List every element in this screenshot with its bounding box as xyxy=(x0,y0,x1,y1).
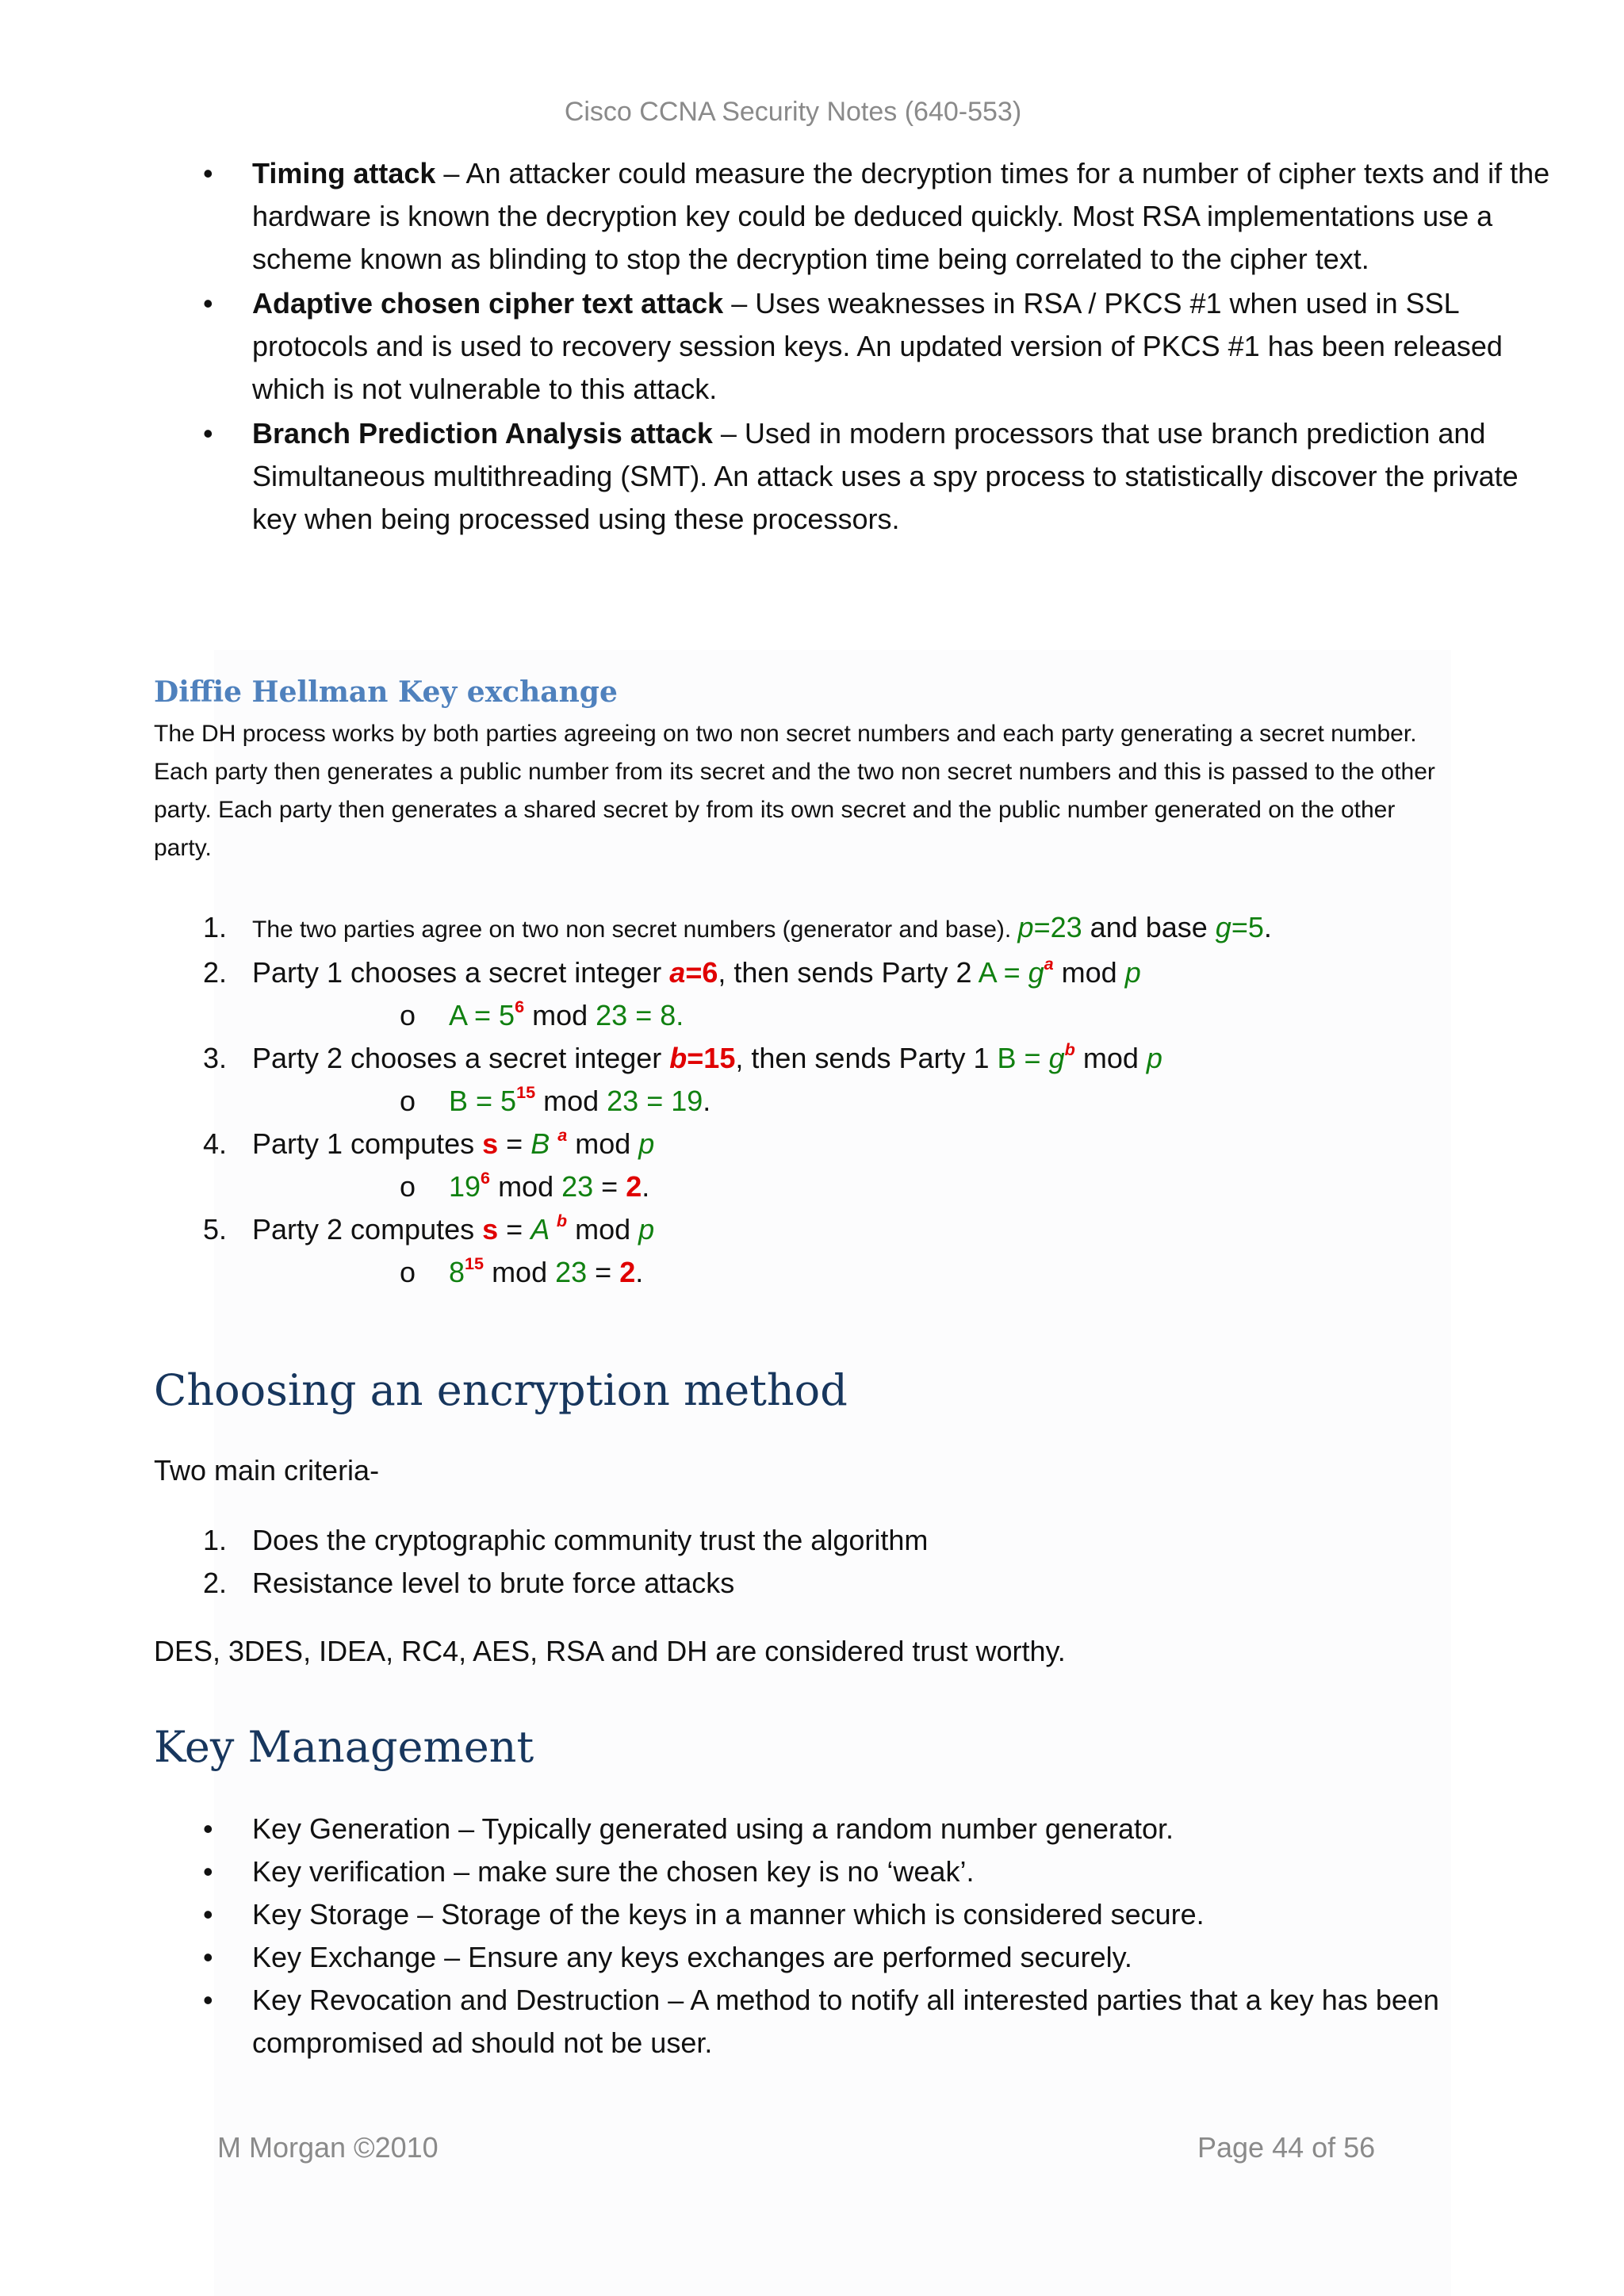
attack-term: Branch Prediction Analysis attack xyxy=(252,417,713,450)
bullet-marker: • xyxy=(203,157,213,189)
step-text: mod xyxy=(1074,1042,1147,1074)
keymgmt-text: Key Generation – Typically generated using a random number generator. xyxy=(252,1812,1174,1845)
var-p: p xyxy=(638,1127,655,1160)
calc: 23 xyxy=(607,1085,639,1117)
step-number: 2. xyxy=(203,1567,228,1599)
dh-heading: Diffie Hellman Key exchange xyxy=(154,675,618,709)
keymgmt-text: Key verification – make sure the chosen key is no ‘weak’. xyxy=(252,1855,975,1888)
step-text: Party 1 chooses a secret integer xyxy=(252,956,670,989)
step-number: 1. xyxy=(203,1524,228,1556)
dh-step-2 xyxy=(154,951,1272,1037)
g-value: =5 xyxy=(1231,911,1264,943)
bullet-marker: • xyxy=(203,1941,213,1973)
var-A: A xyxy=(530,1213,557,1246)
bullet-marker: • xyxy=(203,1812,213,1845)
trust-note: DES, 3DES, IDEA, RC4, AES, RSA and DH are considered trust worthy. xyxy=(154,1635,1066,1667)
exponent: b xyxy=(1064,1039,1075,1059)
calc: . xyxy=(635,1256,644,1288)
step-number: 4. xyxy=(203,1127,228,1160)
calc: 8 xyxy=(449,1256,465,1288)
step-text: . xyxy=(1263,911,1272,943)
list-item xyxy=(154,1808,1568,1850)
keymgmt-text: Key Exchange – Ensure any keys exchanges are performed securely. xyxy=(252,1941,1132,1973)
dh-step-1 xyxy=(154,906,1272,951)
attack-desc: – Uses weaknesses in RSA / PKCS #1 when used in SSL protocols and is used to recovery session keys. An updated version of PKCS #1 has been released which is not vulnerable to this attack. xyxy=(252,287,1503,405)
list-item xyxy=(154,1979,1568,2064)
step-number: 1. xyxy=(203,911,228,943)
calc: 23 xyxy=(561,1170,594,1203)
list-item xyxy=(154,282,1568,411)
attack-desc: – Used in modern processors that use branch prediction and Simultaneous multithreading (SMT). An attack uses a spy process to statistically discover the private key when being processed using these processors. xyxy=(252,417,1519,535)
step-text: , then sends Party 2 xyxy=(718,956,979,989)
a-value: =6 xyxy=(685,956,718,989)
criteria-list xyxy=(154,1519,928,1605)
p-value: =23 xyxy=(1033,911,1082,943)
calc-result: 2 xyxy=(619,1256,636,1288)
dh-step-3 xyxy=(154,1037,1272,1123)
step-text: Party 2 computes xyxy=(252,1213,483,1246)
exponent: b xyxy=(556,1210,568,1230)
calc: A = 5 xyxy=(449,999,515,1031)
var-a: a xyxy=(669,956,686,989)
calc: 19 xyxy=(449,1170,481,1203)
calc: mod xyxy=(524,999,596,1031)
list-item xyxy=(154,1562,928,1605)
calc: = xyxy=(627,999,661,1031)
list-item xyxy=(154,1936,1568,1979)
var-g: g xyxy=(1028,956,1044,989)
var-b: b xyxy=(669,1042,688,1074)
criteria-text: Does the cryptographic community trust the algorithm xyxy=(252,1524,929,1556)
bullet-marker: • xyxy=(203,1984,213,2016)
attack-term: Timing attack xyxy=(252,157,436,189)
step-number: 3. xyxy=(203,1042,228,1074)
sub-bullet: o xyxy=(400,1085,416,1117)
calc-result: 19 xyxy=(671,1085,703,1117)
var-B: B = xyxy=(997,1042,1049,1074)
var-s: s xyxy=(482,1213,499,1246)
exponent: a xyxy=(1044,953,1054,974)
step-text: Party 1 computes xyxy=(252,1127,483,1160)
sub-bullet: o xyxy=(400,1170,416,1203)
calc: . xyxy=(642,1170,650,1203)
bullet-marker: • xyxy=(203,287,213,320)
step-number: 5. xyxy=(203,1213,228,1246)
list-item xyxy=(154,1519,928,1562)
exponent: 15 xyxy=(516,1081,536,1102)
var-s: s xyxy=(482,1127,499,1160)
step-text: mod xyxy=(1053,956,1125,989)
step-number: 2. xyxy=(203,956,228,989)
var-g: g xyxy=(1215,911,1231,943)
var-p: p xyxy=(1017,911,1034,943)
attack-desc: – An attacker could measure the decryption times for a number of cipher texts and if the hardware is known the decryption key could be deduced quickly. Most RSA implementations use a scheme known as blinding to stop the decryption time being correlated to the cipher text. xyxy=(252,157,1550,275)
step-text: The two parties agree on two non secret numbers (generator and base). xyxy=(252,916,1018,943)
criteria-text: Resistance level to brute force attacks xyxy=(252,1567,735,1599)
var-p: p xyxy=(1146,1042,1162,1074)
bullet-marker: • xyxy=(203,1898,213,1931)
keymgmt-text: Key Storage – Storage of the keys in a manner which is considered secure. xyxy=(252,1898,1205,1931)
keymgmt-text: Key Revocation and Destruction – A method to notify all interested parties that a key has been compromised ad should not be user. xyxy=(252,1984,1439,2059)
footer-page-number: Page 44 of 56 xyxy=(1197,2131,1376,2164)
step-text: = xyxy=(498,1213,531,1246)
exponent: 15 xyxy=(465,1253,485,1273)
calc: mod xyxy=(535,1085,607,1117)
calc: = xyxy=(638,1085,672,1117)
var-p: p xyxy=(1124,956,1141,989)
exponent: a xyxy=(557,1124,568,1145)
calc-result: 8 xyxy=(660,999,676,1031)
calc: 23 xyxy=(555,1256,588,1288)
step-text: Party 2 chooses a secret integer xyxy=(252,1042,670,1074)
step-text: and base xyxy=(1082,911,1216,943)
encryption-intro: Two main criteria- xyxy=(154,1454,380,1487)
sub-bullet: o xyxy=(400,1256,416,1288)
encryption-heading: Choosing an encryption method xyxy=(154,1365,848,1415)
var-p: p xyxy=(638,1213,655,1246)
exponent: 6 xyxy=(515,996,525,1016)
step-text: mod xyxy=(567,1213,639,1246)
attack-term: Adaptive chosen cipher text attack xyxy=(252,287,724,320)
b-value: =15 xyxy=(687,1042,736,1074)
exponent: 6 xyxy=(481,1167,491,1188)
dh-step-5 xyxy=(154,1208,1272,1294)
attack-list xyxy=(154,152,1568,541)
footer-author: M Morgan ©2010 xyxy=(217,2131,439,2164)
dh-substep xyxy=(252,994,1272,1037)
var-A: A = xyxy=(978,956,1028,989)
keymgmt-heading: Key Management xyxy=(154,1722,534,1772)
var-g: g xyxy=(1048,1042,1065,1074)
list-item xyxy=(154,412,1568,541)
calc: mod xyxy=(490,1170,562,1203)
calc: B = 5 xyxy=(449,1085,517,1117)
calc-result: 2 xyxy=(626,1170,642,1203)
var-B: B xyxy=(530,1127,558,1160)
dh-steps xyxy=(154,906,1272,1294)
running-header: Cisco CCNA Security Notes (640-553) xyxy=(564,97,1022,127)
bullet-marker: • xyxy=(203,417,213,450)
step-text: = xyxy=(498,1127,531,1160)
calc: mod xyxy=(484,1256,556,1288)
calc: . xyxy=(703,1085,711,1117)
dh-substep xyxy=(252,1165,1272,1208)
list-item xyxy=(154,152,1568,281)
dh-step-4 xyxy=(154,1123,1272,1208)
dh-intro: The DH process works by both parties agreeing on two non secret numbers and each party generating a secret number. Each party then generates a public number from its secret and the two non secret numbers and this is passed to the other party. Each party then generates a shared secret by from its own secret and the public number generated on the other party. xyxy=(154,721,1435,861)
list-item xyxy=(154,1850,1568,1893)
bullet-marker: • xyxy=(203,1855,213,1888)
calc: = xyxy=(587,1256,620,1288)
dh-substep xyxy=(252,1080,1272,1123)
list-item xyxy=(154,1893,1568,1936)
calc: = xyxy=(593,1170,626,1203)
sub-bullet: o xyxy=(400,999,416,1031)
step-text: mod xyxy=(567,1127,639,1160)
keymgmt-list xyxy=(154,1808,1568,2064)
step-text: , then sends Party 1 xyxy=(735,1042,998,1074)
calc: 23 xyxy=(596,999,628,1031)
dh-substep xyxy=(252,1251,1272,1294)
calc: . xyxy=(676,999,684,1031)
